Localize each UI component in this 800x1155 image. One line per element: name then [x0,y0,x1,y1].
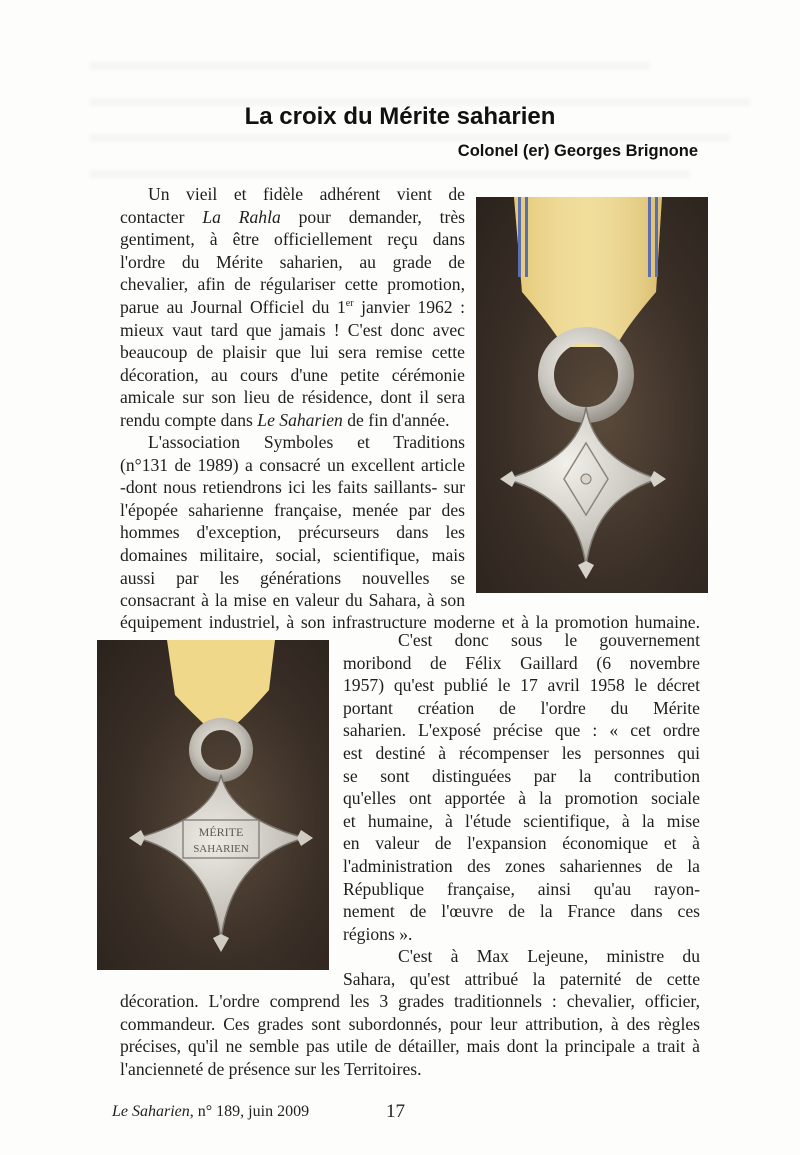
text-line: Un vieil et fidèle adhérent vient de [148,184,465,204]
text-line: mieux vaut tard que jamais ! C'est donc avec [120,319,465,340]
text-line: l'épopée saharienne française, menée par des [120,499,465,520]
text-line: se sont distinguées par la contribution [343,765,700,786]
publication-name: Le Saharien [112,1103,190,1120]
text-line: l'ancienneté de présence sur les Territoires. [120,1058,422,1079]
medal-front-illustration [476,197,708,593]
text-line: régions ». [343,923,413,944]
text-line: chevalier, afin de régulariser cette promotion, [120,274,465,295]
article-author: Colonel (er) Georges Brignone [457,142,698,160]
text-line: qu'elles ont apportée à la promotion sociale [343,788,700,809]
medal-inscription-line-1: MÉRITE [198,825,244,839]
text-line: Sahara, qu'est attribué la paternité de cette [343,968,700,989]
text-line: portant création de l'ordre du Mérite [343,697,700,718]
ribbon [167,640,275,725]
text-line: -dont nous retiendrons ici les faits saillants- sur [120,477,465,498]
article-title: La croix du Mérite saharien [244,103,556,130]
medal-front-photo [476,197,708,593]
medal-inscription-line-2: SAHARIEN [193,843,249,855]
text-line: beaucoup de plaisir que lui sera remise cette [120,342,465,363]
saharan-cross [129,775,313,952]
text-line: C'est à Max Lejeune, ministre du [398,946,700,966]
text-line: parue au Journal Officiel du 1er janvier 1962 : [120,296,465,317]
text-line: C'est donc sous le gouvernement [398,630,700,650]
medal-back-illustration [97,640,329,970]
text-line: hommes d'exception, précurseurs dans les [120,522,465,543]
text-line: l'ordre du Mérite saharien, au grade de [120,251,465,272]
text-line: gentiment, à être officiellement reçu dans [120,229,465,250]
text-line: L'association Symboles et Traditions [148,432,465,452]
text-line: nement de l'œuvre de la France dans ces [343,901,700,922]
paragraph-intro [120,183,465,432]
medal-ring [195,724,247,776]
saharan-cross [500,407,666,579]
text-line: amicale sur son lieu de résidence, dont il sera [120,387,465,408]
medal-back-photo [97,640,329,970]
text-line: domaines militaire, social, scientifique, mais [120,544,465,565]
text-line: précises, qu'il ne semble pas utile de détailler, mais dont la principale a trait à [120,1036,700,1057]
text-line: contacter La Rahla pour demander, très [120,206,465,227]
text-line: (n°131 de 1989) a consacré un excellent article [120,454,465,475]
text-line: décoration, au cours d'une petite cérémonie [120,364,465,385]
paragraph-symboles [120,431,465,612]
text-line: saharien. L'exposé précise que : « cet ordre [343,720,700,741]
page-number: 17 [386,1101,405,1122]
text-line: moribond de Félix Gaillard (6 novembre [343,652,700,673]
text-line: l'administration des zones sahariennes de la [343,855,700,876]
text-line: est destiné à récompenser les personnes qui [343,742,700,763]
text-line: rendu compte dans Le Saharien de fin d'année. [120,409,450,430]
text-line: et humaine, à l'étude scientifique, à la mise [343,810,700,831]
ribbon [514,197,662,347]
text-line: en valeur de l'expansion économique et à [343,833,700,854]
text-line: République française, ainsi qu'au rayon- [343,878,700,899]
publication-issue: , n° 189, juin 2009 [189,1103,310,1120]
text-line: 1957) qu'est publié le 17 avril 1958 le décret [343,675,700,696]
text-line: aussi par les générations nouvelles se [120,567,465,588]
text-line: équipement industriel, à son infrastructure moderne et à la promotion humaine. [120,612,700,632]
text-line: consacrant à la mise en valeur du Sahara, à son [120,590,465,611]
paragraph-lejeune-a [343,945,700,990]
text-line: décoration. L'ordre comprend les 3 grades traditionnels : chevalier, officier, [120,991,700,1011]
text-line: commandeur. Ces grades sont subordonnés, pour leur attribution, à des règles [120,1013,700,1034]
publication-footer [112,1103,309,1121]
paragraph-lejeune-b [120,990,700,1080]
paragraph-gaillard [343,629,700,945]
